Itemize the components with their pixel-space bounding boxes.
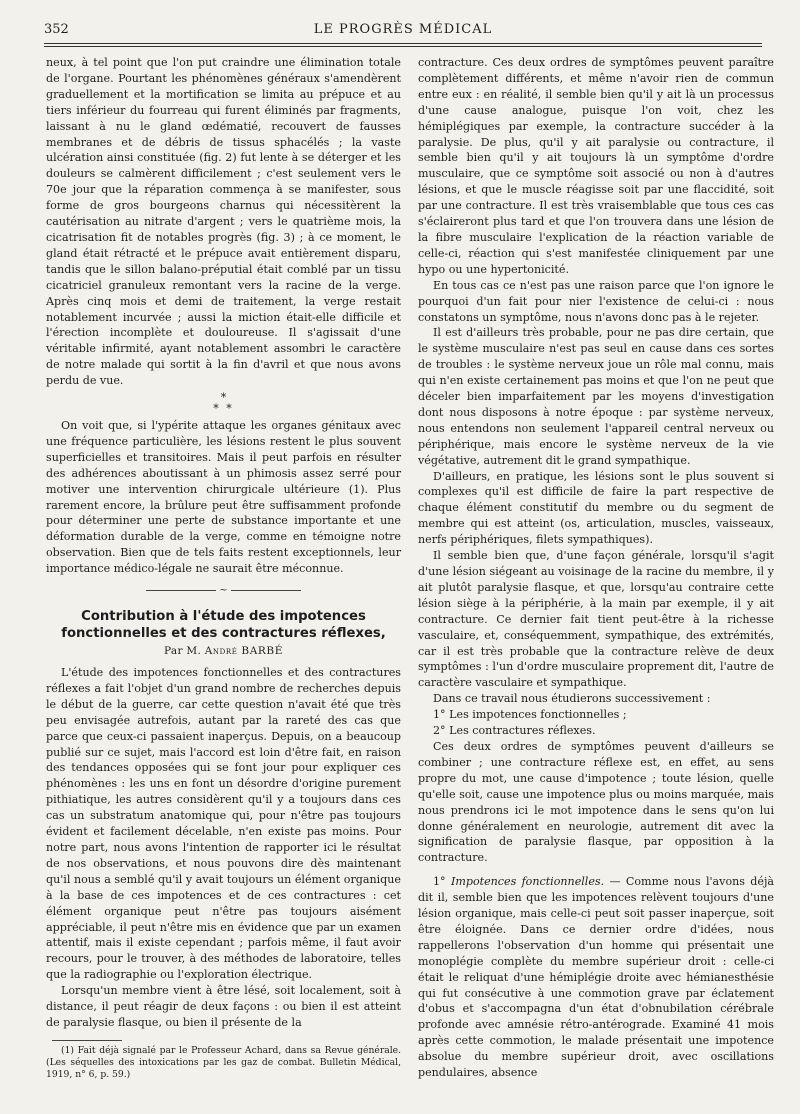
paragraph: Il semble bien que, d'une façon générale, lorsqu'il s'agit d'une lésion siégeant au voisinage de la racine du membre, il y ait plutôt paralysie flasque, et que, lorsqu'au contraire cette lésion siège à la périphérie, à la main par exemple, il y ait contracture. Ce dernier fait tient peut-être à la richesse vasculaire, et, conséquemment, sympathique, des extrémités, car il est très probable que la contracture relève de deux symptômes : l'un d'ordre musculaire proprement dit, l'autre de caractère vasculaire et sympathique. xyxy=(418,549,774,690)
list-item: 2° Les contractures réflexes. xyxy=(433,724,596,738)
paragraph: Il est d'ailleurs très probable, pour ne pas dire certain, que le système musculaire n'est pas seul en cause dans ces sortes de troubles : le système nerveux joue un rôle mal connu, mais qui n'en existe certainement pas moins et que l'on ne peut que déceler bien imparfaitement par les moyens d'investigation dont nous disposons à notre époque : par système nerveux, nous entendons non seulement l'appareil central nerveux ou périphérique, mais encore le système nerveux de la vie végétative, autrement dit le grand sympathique. xyxy=(418,326,774,467)
article-title: Contribution à l'étude des impotences fonctionnelles et des contractures réflexes, xyxy=(61,609,386,642)
paragraph-text: — Comme nous l'avons déjà dit il, semble bien que les impotences relèvent toujours d'une lésion organique, mais celle-ci peut soit passer inaperçue, soit être éloignée. Dans ce dernier ordre d'idées, nous rappellerons l'observation d'un homme qui présentait une monoplégie complète du membre supérieur droit : celle-ci était le reliquat d'une hémiplégie droite avec hémianesthésie qui fut consécutive à une commotion grave par éclatement d'obus et s'accompagna d'un état d'obnubilation cérébrale profonde avec amnésie rétro-antérograde. Examiné 41 mois après cette commotion, le malade présentait une impotence absolue du membre supérieur droit, avec oscillations pendulaires, absence xyxy=(418,875,774,1080)
section-heading: Impotences fonctionnelles. xyxy=(450,875,605,889)
byline-author: André BARBÉ xyxy=(204,645,283,658)
running-title: LE PROGRÈS MÉDICAL xyxy=(313,22,493,37)
list-item: 1° Les impotences fonctionnelles ; xyxy=(433,708,627,722)
right-column xyxy=(418,55,774,1081)
section-ornament: ~ xyxy=(46,586,401,596)
footnote: (1) Fait déjà signalé par le Professeur Achard, dans sa Revue générale. (Les séquelles des intoxications par les gaz de combat. Bulletin Médical, 1919, n° 6, p. 59.) xyxy=(46,1044,401,1080)
paragraph: En tous cas ce n'est pas une raison parce que l'on ignore le pourquoi d'un fait pour nier l'existence de celui-ci : nous constatons un symptôme, nous n'avons donc pas à le rejeter. xyxy=(418,278,774,324)
asterism-separator xyxy=(46,392,401,414)
byline-prefix: Par M. xyxy=(164,645,202,658)
paragraph: Dans ce travail nous étudierons successivement : xyxy=(433,692,711,706)
paragraph: neux, à tel point que l'on put craindre une élimination totale de l'organe. Pourtant les phénomènes généraux s'amendèrent graduellement et la mortification se limita au prépuce et au tiers inférieur du fourreau qui furent éliminés par fragments, laissant à nu le gland œdématié, recouvert de fausses membranes et de débris de tissus sphacélés ; la vaste ulcération ainsi constituée (fig. 2) fut lente à se déterger et les douleurs se calmèrent difficilement ; c'est seulement vers le 70e jour que la réparation commença à se manifester, sous forme de gros bourgeons charnus qui nécessitèrent la cautérisation au nitrate d'argent ; vers le quatrième mois, la cicatrisation fit de notables progrès (fig. 3) ; à ce moment, le gland était rétracté et le prépuce avait entièrement disparu, tandis que le sillon balano-préputial était comblé par un tissu cicatriciel granuleux remontant vers la racine de la verge. Après cinq mois et demi de traitement, la verge restait notablement incurvée ; aussi la miction était-elle difficile et l'érection incomplète et douloureuse. Il s'agissait d'une véritable infirmité, ayant notablement assombri le caractère de notre malade qui sortit à la fin d'avril et que nous avons perdu de vue. xyxy=(46,56,401,388)
paragraph: On voit que, si l'ypérite attaque les organes génitaux avec une fréquence particulière, les lésions restent le plus souvent superficielles et transitoires. Mais il peut parfois en résulter des adhérences aboutissant à un phimosis assez serré pour motiver une intervention chirurgicale ultérieure (1). Plus rarement encore, la brûlure peut être suffisamment profonde pour déterminer une perte de substance importante et une déformation durable de la verge, comme en témoigne notre observation. Bien que de tels faits restent exceptionnels, leur importance médico-légale ne saurait être méconnue. xyxy=(46,419,401,576)
byline xyxy=(46,644,401,660)
paragraph: Ces deux ordres de symptômes peuvent d'ailleurs se combiner ; une contracture réflexe est, en effet, au sens propre du mot, une cause d'impotence ; toute lésion, quelle qu'elle soit, cause une impotence plus ou moins marquée, mais nous prendrons ici le mot impotence dans le sens qu'on lui donne généralement en neurologie, autrement dit avec la signification de paralysie flasque, par opposition à la contracture. xyxy=(418,739,774,865)
paragraph: L'étude des impotences fonctionnelles et des contractures réflexes a fait l'objet d'un grand nombre de recherches depuis le début de la guerre, car cette question n'avait été que très peu envisagée autrefois, autant par la rareté des cas que parce que ceux-ci passaient inaperçus. Depuis, on a beaucoup publié sur ce sujet, mais l'accord est loin d'être fait, en raison des tendances opposées qui se font jour pour expliquer ces phénomènes : les uns en font un désordre d'origine purement pithiatique, les autres considèrent qu'il y a toujours dans ces cas un substratum anatomique qui, pour n'être pas toujours évident et facilement décelable, n'en existe pas moins. Pour notre part, nous avons l'intention de rapporter ici le résultat de nos observations, et nous pouvons dire dès maintenant qu'il nous a semblé qu'il y avait toujours un élément organique à la base de ces impotences et de ces contractures : cet élément organique peut n'être pas toujours aisément appréciable, il peut n'être mis en évidence que par un examen attentif, mais il existe cependant ; parfois même, il faut avoir recours, pour le trouver, à des méthodes de laboratoire, telles que la radiographie ou l'exploration électrique. xyxy=(46,666,401,982)
paragraph: Lorsqu'un membre vient à être lésé, soit localement, soit à distance, il peut réagir de deux façons : ou bien il est atteint de paralysie flasque, ou bien il présente de la xyxy=(46,984,401,1029)
header-rule xyxy=(44,43,762,47)
asterism-top: * xyxy=(220,391,227,405)
page-number: 352 xyxy=(44,22,69,37)
paragraph xyxy=(418,874,774,1081)
left-column xyxy=(46,55,401,1081)
asterism-bottom: * * xyxy=(213,402,234,416)
paragraph: D'ailleurs, en pratique, les lésions sont le plus souvent si complexes qu'il est difficile de faire la part respective de chaque élément constitutif du membre ou du segment de membre qui est atteint (os, articulation, muscles, vaisseaux, nerfs périphériques, filets sympathiques). xyxy=(418,469,774,547)
footnote-rule xyxy=(52,1040,122,1041)
paragraph: contracture. Ces deux ordres de symptômes peuvent paraître complètement différents, et même n'avoir rien de commun entre eux : en réalité, il semble bien qu'il y ait là un processus d'une cause analogue, puisque l'on voit, chez les hémiplégiques par exemple, la contracture succéder à la paralysie. De plus, qu'il y ait paralysie ou contracture, il semble bien qu'il y ait toujours là un symptôme d'ordre musculaire, que ce symptôme soit associé ou non à d'autres lésions, et que le muscle réagisse soit par une flaccidité, soit par une contracture. Il est très vraisemblable que tous ces cas s'éclaireront plus tard et que l'on trouvera dans une lésion de la fibre musculaire l'explication de la réaction variable de celle-ci, réaction qui s'est manifestée cliniquement par une hypo ou une hypertonicité. xyxy=(418,56,774,276)
section-number: 1° xyxy=(433,875,451,889)
